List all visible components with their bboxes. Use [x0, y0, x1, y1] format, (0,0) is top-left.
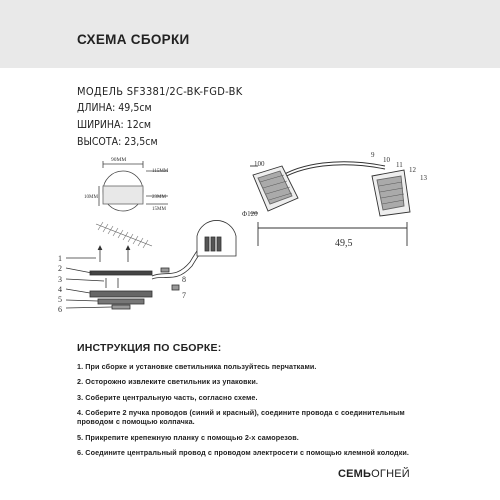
label-1: 1: [58, 254, 62, 263]
model-line: МОДЕЛЬ SF3381/2C-BK-FGD-BK: [77, 85, 243, 98]
label-12: 12: [409, 166, 416, 174]
step-item: 6. Соедините центральный провод с проводом электросети с помощью клемной колодки.: [77, 448, 410, 458]
dim-shade-top: 100: [254, 160, 265, 168]
dim-base-depth: 10MM: [84, 195, 98, 200]
step-item: 2. Осторожно извлеките светильник из упаковки.: [77, 377, 258, 387]
label-6: 6: [58, 305, 62, 314]
exploded-view: [66, 238, 212, 309]
dim-base-height: 115MM: [152, 169, 169, 174]
step-item: 5. Прикрепите крепежную планку с помощью 2-х саморезов.: [77, 432, 299, 442]
brand-part1: СЕМЬ: [338, 468, 372, 480]
ceiling-hatch: [96, 222, 152, 248]
instructions-title: ИНСТРУКЦИЯ ПО СБОРКЕ:: [77, 342, 222, 354]
label-7: 7: [182, 291, 186, 300]
connector-block: [197, 220, 236, 256]
height-line: ВЫСОТА: 23,5см: [77, 136, 158, 148]
label-13: 13: [420, 174, 427, 182]
dim-base-width: 90MM: [111, 157, 127, 163]
brand-part2: ОГНЕЙ: [371, 468, 410, 480]
label-5: 5: [58, 295, 62, 304]
page-title: СХЕМА СБОРКИ: [77, 32, 190, 47]
label-9: 9: [371, 151, 375, 159]
dim-base-d3: 15MM: [152, 207, 166, 212]
left-shade: [253, 166, 298, 211]
lamp-drawing: [250, 162, 410, 246]
label-8: 8: [182, 275, 186, 284]
dim-shade-dia: Φ120: [242, 210, 258, 218]
label-4: 4: [58, 285, 62, 294]
dim-base-d2: 23MM: [152, 195, 166, 200]
label-2: 2: [58, 264, 62, 273]
length-line: ДЛИНА: 49,5см: [77, 102, 152, 114]
brand-logo: [338, 468, 410, 480]
dim-lamp-length: 49,5: [335, 238, 353, 249]
step-item: 3. Соберите центральную часть, согласно схеме.: [77, 392, 258, 402]
step-item: 1. При сборке и установке светильника пользуйтесь перчатками.: [77, 362, 317, 371]
instruction-steps: [77, 362, 427, 464]
step-item: 4. Соберите 2 пучка проводов (синий и красный), соедините провода с соединительным проводом с помощью колпачка.: [77, 408, 405, 427]
label-10: 10: [383, 156, 390, 164]
width-line: ШИРИНА: 12см: [77, 119, 152, 131]
label-3: 3: [58, 275, 62, 284]
label-11: 11: [396, 161, 403, 169]
right-shade: [372, 170, 410, 216]
